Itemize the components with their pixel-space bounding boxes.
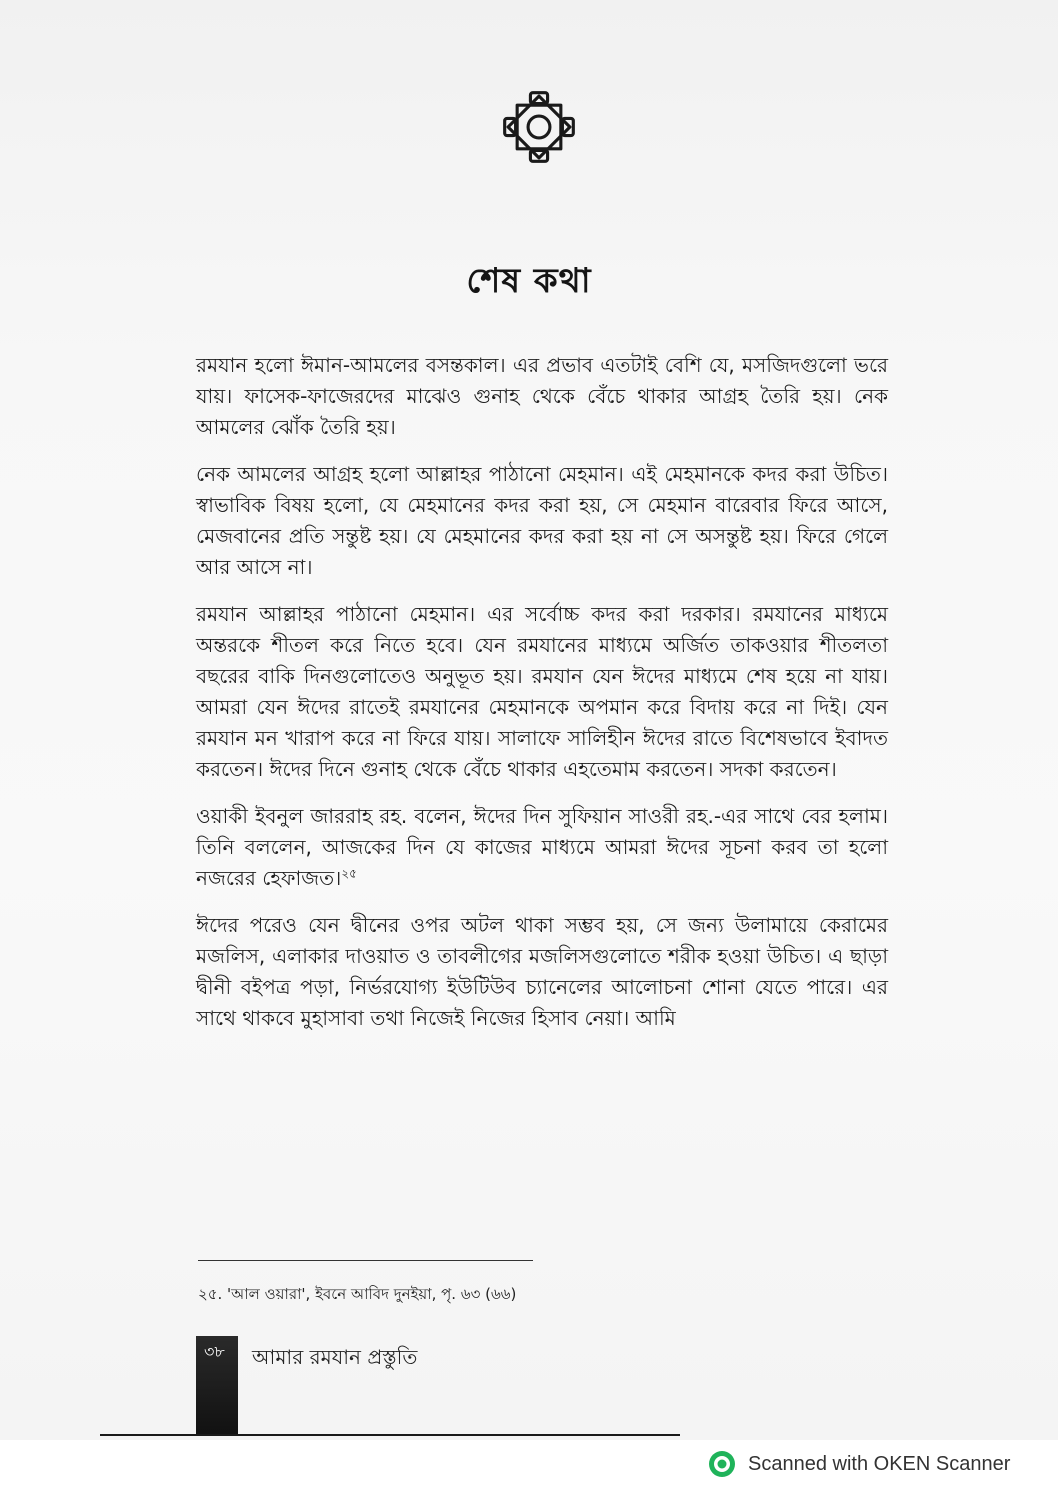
footnote: ২৫. 'আল ওয়ারা', ইবনে আবিদ দুনইয়া, পৃ. ৬৩ (৬৬) [198, 1285, 517, 1303]
paragraph: রমযান আল্লাহর পাঠানো মেহমান। এর সর্বোচ্চ কদর করা দরকার। রমযানের মাধ্যমে অন্তরকে শীতল করে নিতে হবে। যেন রমযানের মাধ্যমে অর্জিত তাকওয়ার শীতলতা বছরের বাকি দিনগুলোতেও অনুভূত হয়। রমযান যেন ঈদের মাধ্যমে শেষ হয়ে না যায়। আমরা যেন ঈদের রাতেই রমযানের মেহমানকে অপমান করে বিদায় করে না দিই। যেন রমযান মন খারাপ করে না ফিরে যায়। সালাফে সালিহীন ঈদের রাতে বিশেষভাবে ইবাদত করতেন। ঈদের দিনে গুনাহ থেকে বেঁচে থাকার এহতেমাম করতেন। সদকা করতেন। [196, 602, 888, 781]
chapter-title: শেষ কথা [466, 261, 592, 301]
chapter-body [196, 350, 888, 1050]
paragraph [196, 801, 888, 894]
scanner-label: Scanned with OKEN Scanner [748, 1452, 1011, 1475]
page-bottom-edge [100, 1434, 680, 1436]
paragraph-text: ওয়াকী ইবনুল জাররাহ রহ. বলেন, ঈদের দিন সুফিয়ান সাওরী রহ.-এর সাথে বের হলাম। তিনি বললেন, আজকের দিন যে কাজের মাধ্যমে আমরা ঈদের সূচনা করব তা হলো নজরের হেফাজত। [196, 804, 888, 890]
paragraph: রমযান হলো ঈমান-আমলের বসন্তকাল। এর প্রভাব এতটাই বেশি যে, মসজিদগুলো ভরে যায়। ফাসেক-ফাজেরদের মাঝেও গুনাহ থেকে বেঁচে থাকার আগ্রহ তৈরি হয়। নেক আমলের ঝোঁক তৈরি হয়। [196, 353, 888, 439]
islamic-star-ornament-icon [500, 88, 578, 166]
paragraph: নেক আমলের আগ্রহ হলো আল্লাহর পাঠানো মেহমান। এই মেহমানকে কদর করা উচিত। স্বাভাবিক বিষয় হলো, যে মেহমানের কদর করা হয়, সে মেহমান বারেবার ফিরে আসে, মেজবানের প্রতি সন্তুষ্ট হয়। যে মেহমানের কদর করা হয় না সে অসন্তুষ্ট হয়। ফিরে গেলে আর আসে না। [196, 462, 888, 579]
paragraph: ঈদের পরেও যেন দ্বীনের ওপর অটল থাকা সম্ভব হয়, সে জন্য উলামায়ে কেরামের মজলিস, এলাকার দাওয়াত ও তাবলীগের মজলিসগুলোতে শরীক হওয়া উচিত। এ ছাড়া দ্বীনী বইপত্র পড়া, নির্ভরযোগ্য ইউটিউব চ্যানেলের আলোচনা শোনা যেতে পারে। এর সাথে থাকবে মুহাসাবা তথা নিজেই নিজের হিসাব নেয়া। আমি [196, 913, 888, 1030]
running-footer-title: আমার রমযান প্রস্তুতি [252, 1345, 418, 1369]
scanner-watermark [708, 1448, 1010, 1480]
page-number: ৩৮ [204, 1342, 225, 1361]
oken-scanner-logo-icon [708, 1450, 736, 1478]
footnote-divider [198, 1260, 533, 1261]
footnote-marker: ২৫ [341, 866, 357, 881]
